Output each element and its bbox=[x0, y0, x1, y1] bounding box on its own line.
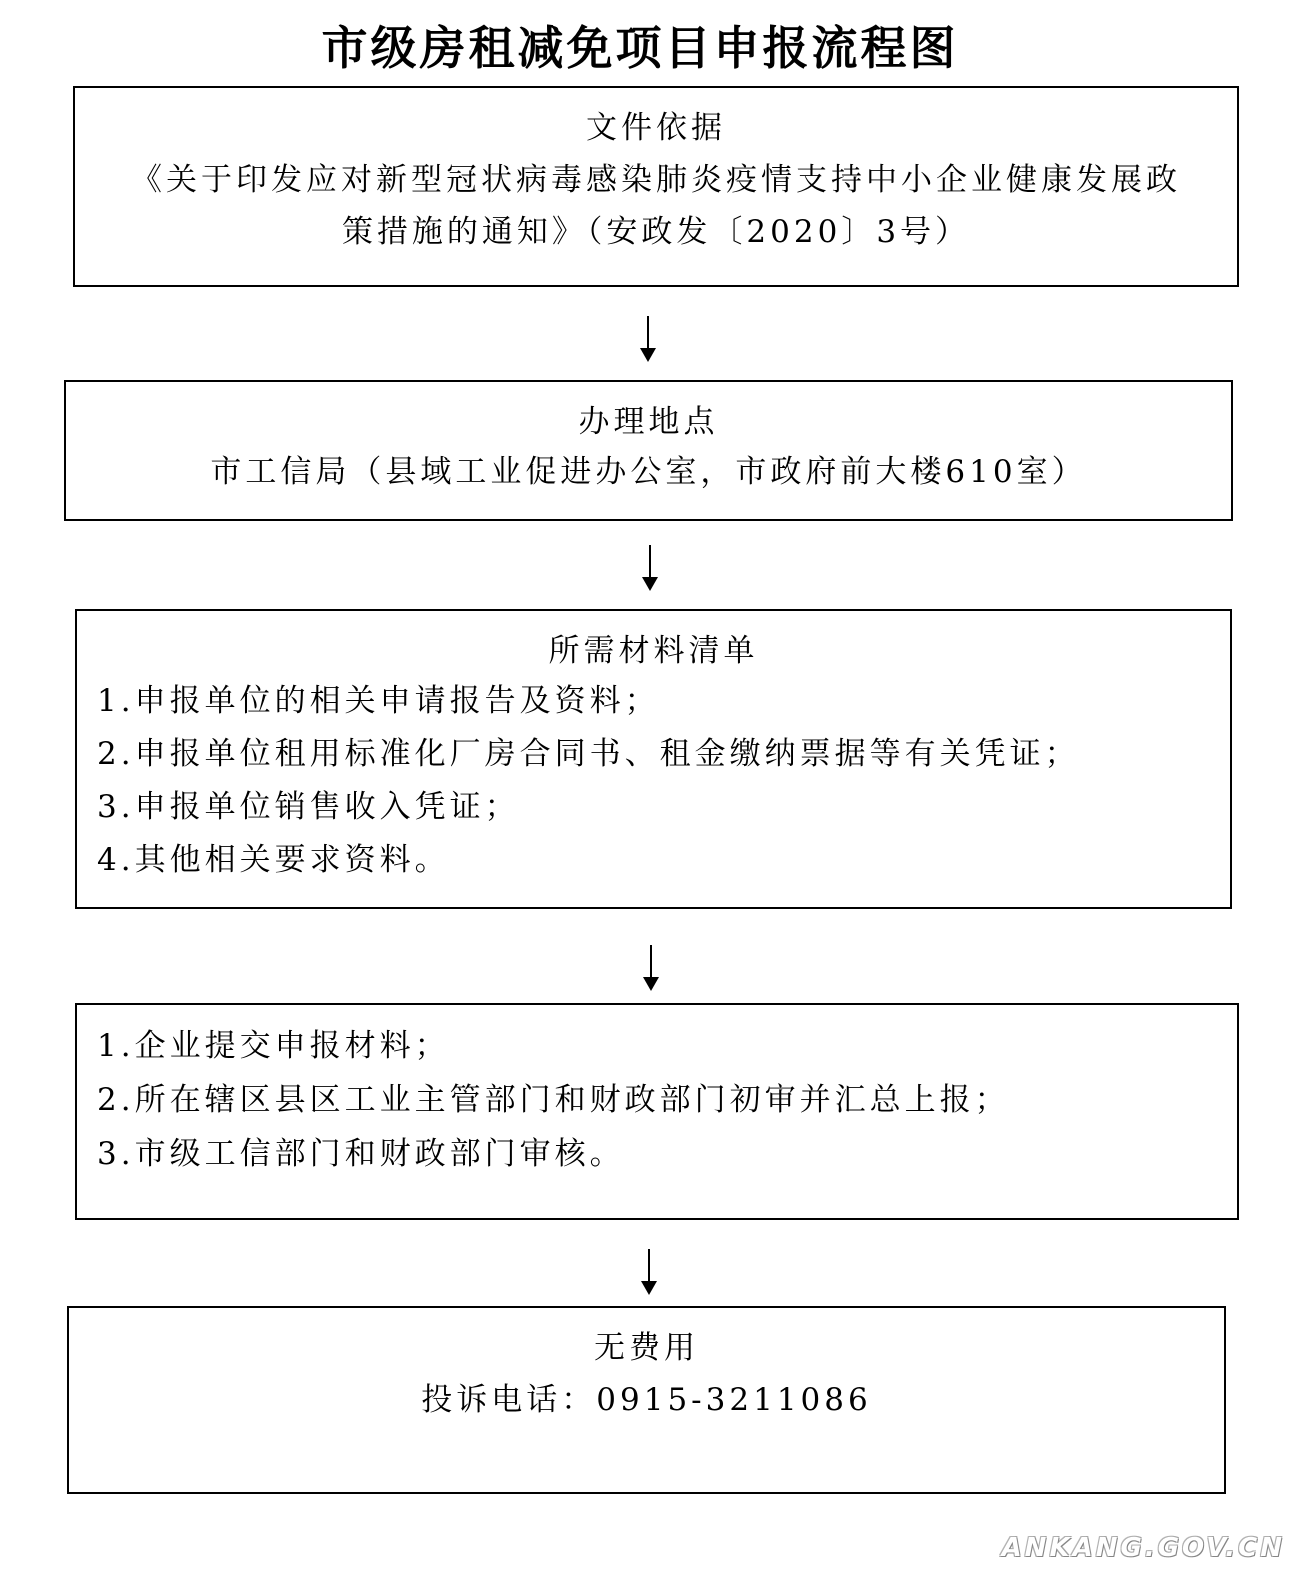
process-item: 2.所在辖区县区工业主管部门和财政部门初审并汇总上报； bbox=[97, 1082, 1010, 1118]
arrow-down-icon bbox=[641, 945, 661, 991]
materials-box bbox=[75, 609, 1232, 909]
basis-title: 文件依据 bbox=[586, 110, 726, 146]
basis-box bbox=[73, 86, 1239, 287]
process-item: 1.企业提交申报材料； bbox=[97, 1028, 450, 1064]
complaint-phone: 投诉电话：0915-3211086 bbox=[421, 1382, 872, 1418]
process-box bbox=[75, 1003, 1239, 1220]
arrow-down-icon bbox=[640, 545, 660, 591]
materials-item: 2.申报单位租用标准化厂房合同书、租金缴纳票据等有关凭证； bbox=[97, 736, 1080, 772]
arrow-down-icon bbox=[638, 316, 658, 362]
materials-title: 所需材料清单 bbox=[548, 633, 759, 669]
location-title: 办理地点 bbox=[578, 404, 719, 440]
arrow-down-icon bbox=[639, 1249, 659, 1295]
page-title: 市级房租减免项目申报流程图 bbox=[321, 21, 959, 75]
location-line: 市工信局（县域工业促进办公室，市政府前大楼610室） bbox=[210, 454, 1087, 490]
basis-line-1: 《关于印发应对新型冠状病毒感染肺炎疫情支持中小企业健康发展政 bbox=[131, 162, 1181, 198]
fee-title: 无费用 bbox=[594, 1330, 699, 1366]
process-item: 3.市级工信部门和财政部门审核。 bbox=[97, 1136, 625, 1172]
materials-item: 4.其他相关要求资料。 bbox=[97, 842, 450, 878]
location-box bbox=[64, 380, 1233, 521]
materials-item: 1.申报单位的相关申请报告及资料； bbox=[97, 683, 660, 719]
fee-box bbox=[67, 1306, 1226, 1494]
site-watermark: ANKANG.GOV.CN bbox=[1001, 1533, 1285, 1563]
basis-line-2: 策措施的通知》（安政发〔2020〕3号） bbox=[341, 214, 971, 250]
materials-item: 3.申报单位销售收入凭证； bbox=[97, 789, 520, 825]
